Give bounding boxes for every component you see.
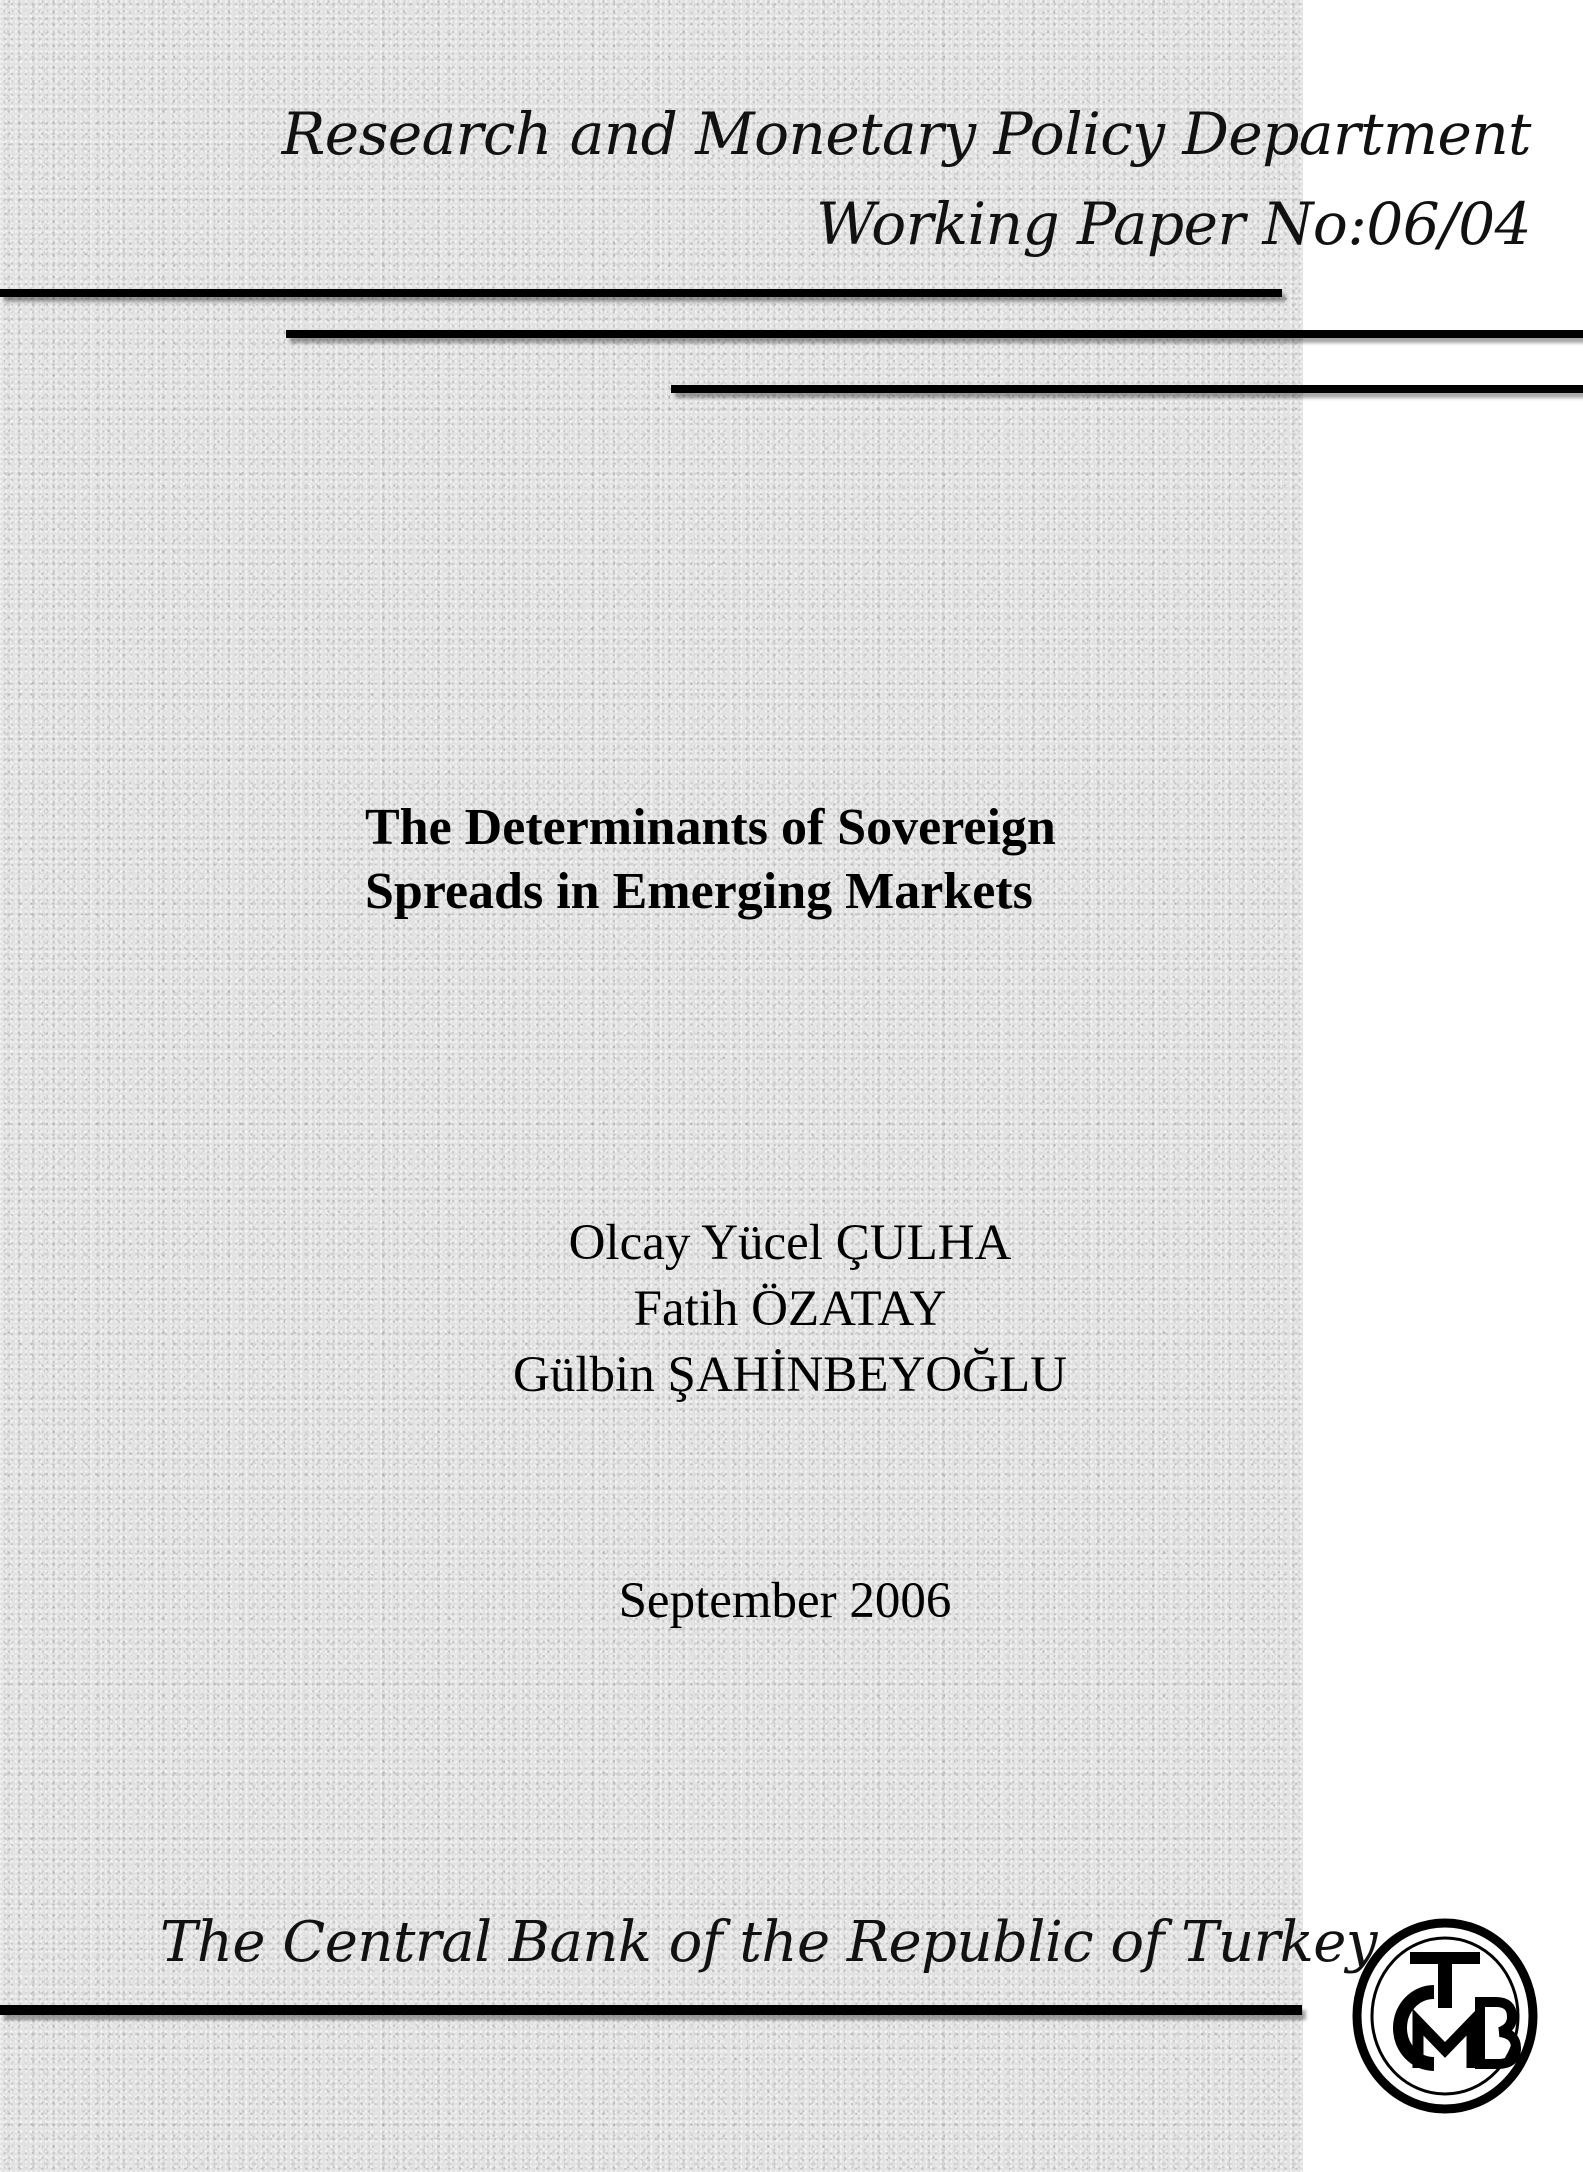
header-rule-top — [0, 289, 1282, 297]
tcmb-logo-icon — [1352, 1918, 1538, 2114]
header-rule-middle — [286, 330, 1583, 338]
institution-name: The Central Bank of the Republic of Turkey — [160, 1910, 1378, 1975]
author-list — [400, 1210, 1180, 1408]
author-name: Gülbin ŞAHİNBEYOĞLU — [513, 1347, 1067, 1403]
working-paper-number: Working Paper No:06/04 — [816, 190, 1531, 258]
department-name: Research and Monetary Policy Department — [281, 100, 1531, 168]
publication-date: September 2006 — [618, 1573, 952, 1629]
paper-title-line-2: Spreads in Emerging Markets — [365, 863, 1033, 920]
paper-title-line-1: The Determinants of Sovereign — [365, 799, 1056, 856]
paper-title — [365, 796, 1056, 924]
author-name: Fatih ÖZATAY — [633, 1281, 947, 1337]
header-rule-bottom — [671, 385, 1583, 393]
author-name: Olcay Yücel ÇULHA — [568, 1215, 1012, 1271]
footer-rule — [0, 2005, 1302, 2015]
